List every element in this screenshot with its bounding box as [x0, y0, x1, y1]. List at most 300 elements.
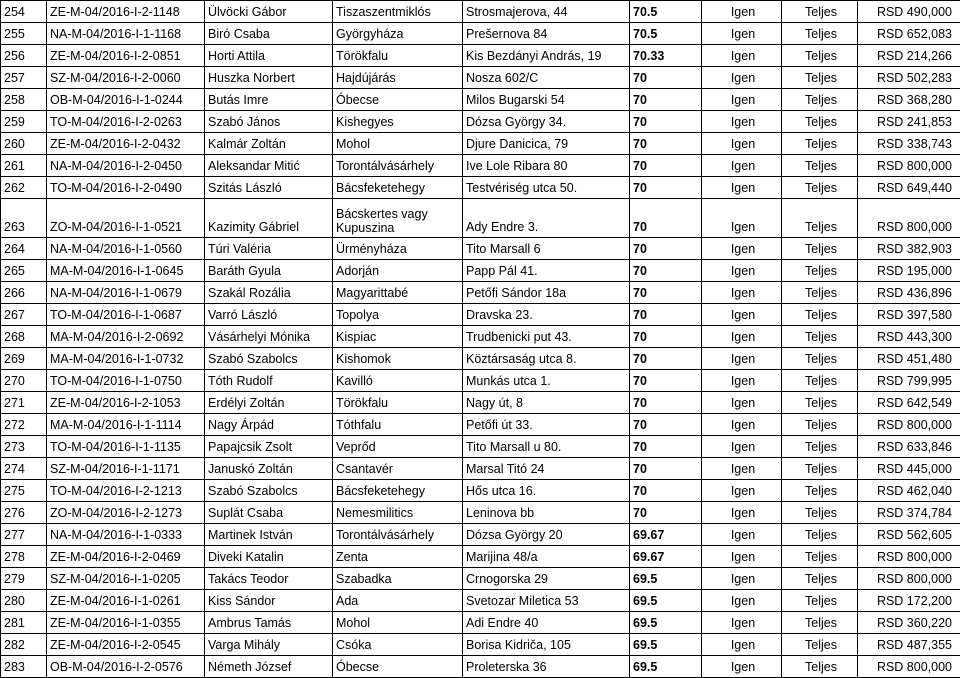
amount-cell: RSD 502,283	[858, 67, 960, 89]
score-cell: 70	[630, 133, 702, 155]
table-row	[1, 111, 960, 133]
settlement-cell: Ürményháza	[333, 238, 463, 260]
eligible-cell: Igen	[702, 392, 782, 414]
address-cell: Kis Bezdányi András, 19	[463, 45, 630, 67]
application-code-cell: NA-M-04/2016-I-1-0679	[47, 282, 205, 304]
applicant-name-cell: Szabó Szabolcs	[205, 480, 333, 502]
score-cell: 70.5	[630, 1, 702, 23]
applicant-name-cell: Kalmár Zoltán	[205, 133, 333, 155]
applicant-name-cell: Túri Valéria	[205, 238, 333, 260]
eligible-cell: Igen	[702, 23, 782, 45]
amount-cell: RSD 360,220	[858, 612, 960, 634]
amount-cell: RSD 800,000	[858, 546, 960, 568]
application-code-cell: SZ-M-04/2016-I-1-0205	[47, 568, 205, 590]
row-number-cell: 271	[1, 392, 47, 414]
settlement-cell: Bácskertes vagy Kupuszina	[333, 199, 463, 238]
application-code-cell: NA-M-04/2016-I-1-0333	[47, 524, 205, 546]
application-code-cell: ZO-M-04/2016-I-1-0521	[47, 199, 205, 238]
address-cell: Proleterska 36	[463, 656, 630, 678]
eligible-cell: Igen	[702, 238, 782, 260]
completeness-cell: Teljes	[782, 480, 858, 502]
amount-cell: RSD 195,000	[858, 260, 960, 282]
settlement-cell: Györgyháza	[333, 23, 463, 45]
completeness-cell: Teljes	[782, 524, 858, 546]
application-code-cell: TO-M-04/2016-I-2-0490	[47, 177, 205, 199]
application-code-cell: SZ-M-04/2016-I-1-1171	[47, 458, 205, 480]
eligible-cell: Igen	[702, 590, 782, 612]
application-code-cell: TO-M-04/2016-I-2-1213	[47, 480, 205, 502]
row-number-cell: 263	[1, 199, 47, 238]
row-number-cell: 270	[1, 370, 47, 392]
settlement-cell: Mohol	[333, 133, 463, 155]
application-code-cell: NA-M-04/2016-I-1-0560	[47, 238, 205, 260]
score-cell: 70.33	[630, 45, 702, 67]
score-cell: 70	[630, 304, 702, 326]
application-code-cell: ZE-M-04/2016-I-2-0469	[47, 546, 205, 568]
eligible-cell: Igen	[702, 348, 782, 370]
row-number-cell: 279	[1, 568, 47, 590]
address-cell: Munkás utca 1.	[463, 370, 630, 392]
table-row	[1, 282, 960, 304]
settlement-cell: Torontálvásárhely	[333, 155, 463, 177]
completeness-cell: Teljes	[782, 414, 858, 436]
score-cell: 69.5	[630, 612, 702, 634]
completeness-cell: Teljes	[782, 458, 858, 480]
score-cell: 69.67	[630, 546, 702, 568]
row-number-cell: 260	[1, 133, 47, 155]
settlement-cell: Nemesmilitics	[333, 502, 463, 524]
address-cell: Dravska 23.	[463, 304, 630, 326]
row-number-cell: 257	[1, 67, 47, 89]
settlement-cell: Óbecse	[333, 89, 463, 111]
completeness-cell: Teljes	[782, 282, 858, 304]
completeness-cell: Teljes	[782, 45, 858, 67]
application-code-cell: MA-M-04/2016-I-2-0692	[47, 326, 205, 348]
completeness-cell: Teljes	[782, 199, 858, 238]
row-number-cell: 283	[1, 656, 47, 678]
row-number-cell: 259	[1, 111, 47, 133]
eligible-cell: Igen	[702, 177, 782, 199]
score-cell: 69.5	[630, 656, 702, 678]
completeness-cell: Teljes	[782, 1, 858, 23]
completeness-cell: Teljes	[782, 656, 858, 678]
applicant-name-cell: Biró Csaba	[205, 23, 333, 45]
eligible-cell: Igen	[702, 502, 782, 524]
address-cell: Strosmajerova, 44	[463, 1, 630, 23]
row-number-cell: 269	[1, 348, 47, 370]
applicant-name-cell: Tóth Rudolf	[205, 370, 333, 392]
amount-cell: RSD 172,200	[858, 590, 960, 612]
row-number-cell: 273	[1, 436, 47, 458]
address-cell: Marijina 48/a	[463, 546, 630, 568]
address-cell: Trudbenicki put 43.	[463, 326, 630, 348]
application-code-cell: ZE-M-04/2016-I-1-0355	[47, 612, 205, 634]
applicant-name-cell: Suplát Csaba	[205, 502, 333, 524]
table-row	[1, 238, 960, 260]
score-cell: 70	[630, 480, 702, 502]
amount-cell: RSD 652,083	[858, 23, 960, 45]
score-cell: 70	[630, 260, 702, 282]
amount-cell: RSD 800,000	[858, 199, 960, 238]
completeness-cell: Teljes	[782, 392, 858, 414]
application-code-cell: ZE-M-04/2016-I-2-0545	[47, 634, 205, 656]
amount-cell: RSD 800,000	[858, 155, 960, 177]
score-cell: 70	[630, 282, 702, 304]
eligible-cell: Igen	[702, 67, 782, 89]
settlement-cell: Kishomok	[333, 348, 463, 370]
address-cell: Djure Danicica, 79	[463, 133, 630, 155]
address-cell: Papp Pál 41.	[463, 260, 630, 282]
applicant-name-cell: Martinek István	[205, 524, 333, 546]
application-code-cell: NA-M-04/2016-I-2-0450	[47, 155, 205, 177]
applicant-name-cell: Takács Teodor	[205, 568, 333, 590]
eligible-cell: Igen	[702, 546, 782, 568]
score-cell: 69.5	[630, 590, 702, 612]
eligible-cell: Igen	[702, 260, 782, 282]
eligible-cell: Igen	[702, 656, 782, 678]
amount-cell: RSD 368,280	[858, 89, 960, 111]
application-code-cell: ZO-M-04/2016-I-2-1273	[47, 502, 205, 524]
eligible-cell: Igen	[702, 282, 782, 304]
row-number-cell: 256	[1, 45, 47, 67]
settlement-cell: Csóka	[333, 634, 463, 656]
amount-cell: RSD 374,784	[858, 502, 960, 524]
score-cell: 70	[630, 392, 702, 414]
score-cell: 70	[630, 436, 702, 458]
score-cell: 70	[630, 199, 702, 238]
eligible-cell: Igen	[702, 155, 782, 177]
address-cell: Crnogorska 29	[463, 568, 630, 590]
application-code-cell: TO-M-04/2016-I-1-1135	[47, 436, 205, 458]
completeness-cell: Teljes	[782, 133, 858, 155]
amount-cell: RSD 338,743	[858, 133, 960, 155]
applicant-name-cell: Kiss Sándor	[205, 590, 333, 612]
applicant-name-cell: Butás Imre	[205, 89, 333, 111]
application-code-cell: OB-M-04/2016-I-2-0576	[47, 656, 205, 678]
score-cell: 69.5	[630, 568, 702, 590]
amount-cell: RSD 490,000	[858, 1, 960, 23]
eligible-cell: Igen	[702, 458, 782, 480]
address-cell: Tito Marsall u 80.	[463, 436, 630, 458]
application-code-cell: ZE-M-04/2016-I-2-0432	[47, 133, 205, 155]
address-cell: Hős utca 16.	[463, 480, 630, 502]
score-cell: 70	[630, 111, 702, 133]
applicant-name-cell: Varga Mihály	[205, 634, 333, 656]
amount-cell: RSD 642,549	[858, 392, 960, 414]
applicant-name-cell: Szabó Szabolcs	[205, 348, 333, 370]
address-cell: Köztársaság utca 8.	[463, 348, 630, 370]
row-number-cell: 254	[1, 1, 47, 23]
table-row	[1, 370, 960, 392]
eligible-cell: Igen	[702, 612, 782, 634]
address-cell: Testvériség utca 50.	[463, 177, 630, 199]
application-code-cell: MA-M-04/2016-I-1-0645	[47, 260, 205, 282]
application-code-cell: MA-M-04/2016-I-1-1114	[47, 414, 205, 436]
completeness-cell: Teljes	[782, 612, 858, 634]
table-row	[1, 155, 960, 177]
table-row	[1, 612, 960, 634]
table-row	[1, 414, 960, 436]
table-row	[1, 502, 960, 524]
row-number-cell: 280	[1, 590, 47, 612]
amount-cell: RSD 462,040	[858, 480, 960, 502]
row-number-cell: 262	[1, 177, 47, 199]
table-row	[1, 133, 960, 155]
row-number-cell: 276	[1, 502, 47, 524]
results-table-body	[1, 1, 960, 678]
amount-cell: RSD 800,000	[858, 568, 960, 590]
table-row	[1, 546, 960, 568]
table-row	[1, 89, 960, 111]
settlement-cell: Óbecse	[333, 656, 463, 678]
application-code-cell: NA-M-04/2016-I-1-1168	[47, 23, 205, 45]
completeness-cell: Teljes	[782, 238, 858, 260]
applicant-name-cell: Szitás László	[205, 177, 333, 199]
amount-cell: RSD 487,355	[858, 634, 960, 656]
applicant-name-cell: Huszka Norbert	[205, 67, 333, 89]
row-number-cell: 267	[1, 304, 47, 326]
table-row	[1, 436, 960, 458]
address-cell: Dózsa György 20	[463, 524, 630, 546]
row-number-cell: 281	[1, 612, 47, 634]
address-cell: Ive Lole Ribara 80	[463, 155, 630, 177]
applicant-name-cell: Szabó János	[205, 111, 333, 133]
applicant-name-cell: Nagy Árpád	[205, 414, 333, 436]
row-number-cell: 261	[1, 155, 47, 177]
address-cell: Svetozar Miletica 53	[463, 590, 630, 612]
settlement-cell: Zenta	[333, 546, 463, 568]
settlement-cell: Törökfalu	[333, 392, 463, 414]
table-row	[1, 480, 960, 502]
completeness-cell: Teljes	[782, 177, 858, 199]
application-code-cell: ZE-M-04/2016-I-2-1148	[47, 1, 205, 23]
application-code-cell: ZE-M-04/2016-I-2-0851	[47, 45, 205, 67]
score-cell: 70.5	[630, 23, 702, 45]
table-row	[1, 199, 960, 238]
eligible-cell: Igen	[702, 133, 782, 155]
completeness-cell: Teljes	[782, 89, 858, 111]
table-row	[1, 634, 960, 656]
score-cell: 70	[630, 238, 702, 260]
application-code-cell: ZE-M-04/2016-I-2-1053	[47, 392, 205, 414]
score-cell: 70	[630, 502, 702, 524]
settlement-cell: Szabadka	[333, 568, 463, 590]
amount-cell: RSD 214,266	[858, 45, 960, 67]
applicant-name-cell: Kazimity Gábriel	[205, 199, 333, 238]
completeness-cell: Teljes	[782, 155, 858, 177]
score-cell: 70	[630, 348, 702, 370]
score-cell: 70	[630, 370, 702, 392]
settlement-cell: Veprőd	[333, 436, 463, 458]
address-cell: Tito Marsall 6	[463, 238, 630, 260]
applicant-name-cell: Ambrus Tamás	[205, 612, 333, 634]
applicant-name-cell: Papajcsik Zsolt	[205, 436, 333, 458]
settlement-cell: Bácsfeketehegy	[333, 177, 463, 199]
score-cell: 70	[630, 414, 702, 436]
amount-cell: RSD 397,580	[858, 304, 960, 326]
settlement-cell: Hajdújárás	[333, 67, 463, 89]
row-number-cell: 272	[1, 414, 47, 436]
completeness-cell: Teljes	[782, 568, 858, 590]
eligible-cell: Igen	[702, 111, 782, 133]
row-number-cell: 264	[1, 238, 47, 260]
row-number-cell: 278	[1, 546, 47, 568]
eligible-cell: Igen	[702, 370, 782, 392]
settlement-cell: Mohol	[333, 612, 463, 634]
applicant-name-cell: Diveki Katalin	[205, 546, 333, 568]
row-number-cell: 277	[1, 524, 47, 546]
applicant-name-cell: Vásárhelyi Mónika	[205, 326, 333, 348]
score-cell: 70	[630, 155, 702, 177]
applicant-name-cell: Varró László	[205, 304, 333, 326]
table-row	[1, 67, 960, 89]
score-cell: 70	[630, 89, 702, 111]
row-number-cell: 275	[1, 480, 47, 502]
amount-cell: RSD 443,300	[858, 326, 960, 348]
completeness-cell: Teljes	[782, 304, 858, 326]
settlement-cell: Csantavér	[333, 458, 463, 480]
table-row	[1, 45, 960, 67]
completeness-cell: Teljes	[782, 546, 858, 568]
table-row	[1, 524, 960, 546]
amount-cell: RSD 800,000	[858, 656, 960, 678]
application-code-cell: OB-M-04/2016-I-1-0244	[47, 89, 205, 111]
settlement-cell: Topolya	[333, 304, 463, 326]
row-number-cell: 266	[1, 282, 47, 304]
row-number-cell: 274	[1, 458, 47, 480]
row-number-cell: 258	[1, 89, 47, 111]
amount-cell: RSD 562,605	[858, 524, 960, 546]
address-cell: Dózsa György 34.	[463, 111, 630, 133]
amount-cell: RSD 436,896	[858, 282, 960, 304]
settlement-cell: Tóthfalu	[333, 414, 463, 436]
eligible-cell: Igen	[702, 480, 782, 502]
table-row	[1, 260, 960, 282]
applicant-name-cell: Januskó Zoltán	[205, 458, 333, 480]
settlement-cell: Kavilló	[333, 370, 463, 392]
application-code-cell: TO-M-04/2016-I-1-0750	[47, 370, 205, 392]
completeness-cell: Teljes	[782, 590, 858, 612]
row-number-cell: 282	[1, 634, 47, 656]
score-cell: 70	[630, 67, 702, 89]
table-row	[1, 326, 960, 348]
amount-cell: RSD 633,846	[858, 436, 960, 458]
applicant-name-cell: Ülvöcki Gábor	[205, 1, 333, 23]
settlement-cell: Magyarittabé	[333, 282, 463, 304]
address-cell: Petőfi Sándor 18a	[463, 282, 630, 304]
eligible-cell: Igen	[702, 199, 782, 238]
eligible-cell: Igen	[702, 326, 782, 348]
application-code-cell: TO-M-04/2016-I-1-0687	[47, 304, 205, 326]
completeness-cell: Teljes	[782, 370, 858, 392]
completeness-cell: Teljes	[782, 634, 858, 656]
completeness-cell: Teljes	[782, 326, 858, 348]
eligible-cell: Igen	[702, 436, 782, 458]
table-row	[1, 590, 960, 612]
table-row	[1, 568, 960, 590]
row-number-cell: 255	[1, 23, 47, 45]
address-cell: Ady Endre 3.	[463, 199, 630, 238]
application-code-cell: ZE-M-04/2016-I-1-0261	[47, 590, 205, 612]
table-row	[1, 23, 960, 45]
table-row	[1, 656, 960, 678]
application-code-cell: SZ-M-04/2016-I-2-0060	[47, 67, 205, 89]
amount-cell: RSD 445,000	[858, 458, 960, 480]
eligible-cell: Igen	[702, 304, 782, 326]
applicant-name-cell: Erdélyi Zoltán	[205, 392, 333, 414]
amount-cell: RSD 649,440	[858, 177, 960, 199]
score-cell: 70	[630, 177, 702, 199]
score-cell: 70	[630, 458, 702, 480]
applicant-name-cell: Aleksandar Mitić	[205, 155, 333, 177]
settlement-cell: Torontálvásárhely	[333, 524, 463, 546]
table-row	[1, 304, 960, 326]
application-code-cell: MA-M-04/2016-I-1-0732	[47, 348, 205, 370]
completeness-cell: Teljes	[782, 502, 858, 524]
completeness-cell: Teljes	[782, 67, 858, 89]
amount-cell: RSD 799,995	[858, 370, 960, 392]
applicant-name-cell: Baráth Gyula	[205, 260, 333, 282]
amount-cell: RSD 800,000	[858, 414, 960, 436]
completeness-cell: Teljes	[782, 23, 858, 45]
eligible-cell: Igen	[702, 414, 782, 436]
settlement-cell: Törökfalu	[333, 45, 463, 67]
amount-cell: RSD 451,480	[858, 348, 960, 370]
table-row	[1, 177, 960, 199]
address-cell: Petőfi út 33.	[463, 414, 630, 436]
table-row	[1, 348, 960, 370]
eligible-cell: Igen	[702, 524, 782, 546]
score-cell: 69.67	[630, 524, 702, 546]
applicant-name-cell: Szakál Rozália	[205, 282, 333, 304]
applicant-name-cell: Horti Attila	[205, 45, 333, 67]
settlement-cell: Tiszaszentmiklós	[333, 1, 463, 23]
completeness-cell: Teljes	[782, 260, 858, 282]
row-number-cell: 265	[1, 260, 47, 282]
address-cell: Borisa Kidriča, 105	[463, 634, 630, 656]
eligible-cell: Igen	[702, 89, 782, 111]
application-code-cell: TO-M-04/2016-I-2-0263	[47, 111, 205, 133]
address-cell: Nosza 602/C	[463, 67, 630, 89]
settlement-cell: Kispiac	[333, 326, 463, 348]
settlement-cell: Adorján	[333, 260, 463, 282]
settlement-cell: Ada	[333, 590, 463, 612]
applicant-name-cell: Németh József	[205, 656, 333, 678]
eligible-cell: Igen	[702, 45, 782, 67]
completeness-cell: Teljes	[782, 436, 858, 458]
address-cell: Marsal Titó 24	[463, 458, 630, 480]
row-number-cell: 268	[1, 326, 47, 348]
completeness-cell: Teljes	[782, 111, 858, 133]
settlement-cell: Kishegyes	[333, 111, 463, 133]
eligible-cell: Igen	[702, 568, 782, 590]
address-cell: Leninova bb	[463, 502, 630, 524]
address-cell: Nagy út, 8	[463, 392, 630, 414]
eligible-cell: Igen	[702, 1, 782, 23]
table-row	[1, 1, 960, 23]
amount-cell: RSD 241,853	[858, 111, 960, 133]
eligible-cell: Igen	[702, 634, 782, 656]
amount-cell: RSD 382,903	[858, 238, 960, 260]
completeness-cell: Teljes	[782, 348, 858, 370]
score-cell: 70	[630, 326, 702, 348]
address-cell: Prešernova 84	[463, 23, 630, 45]
table-row	[1, 392, 960, 414]
settlement-cell: Bácsfeketehegy	[333, 480, 463, 502]
address-cell: Milos Bugarski 54	[463, 89, 630, 111]
table-row	[1, 458, 960, 480]
address-cell: Adi Endre 40	[463, 612, 630, 634]
